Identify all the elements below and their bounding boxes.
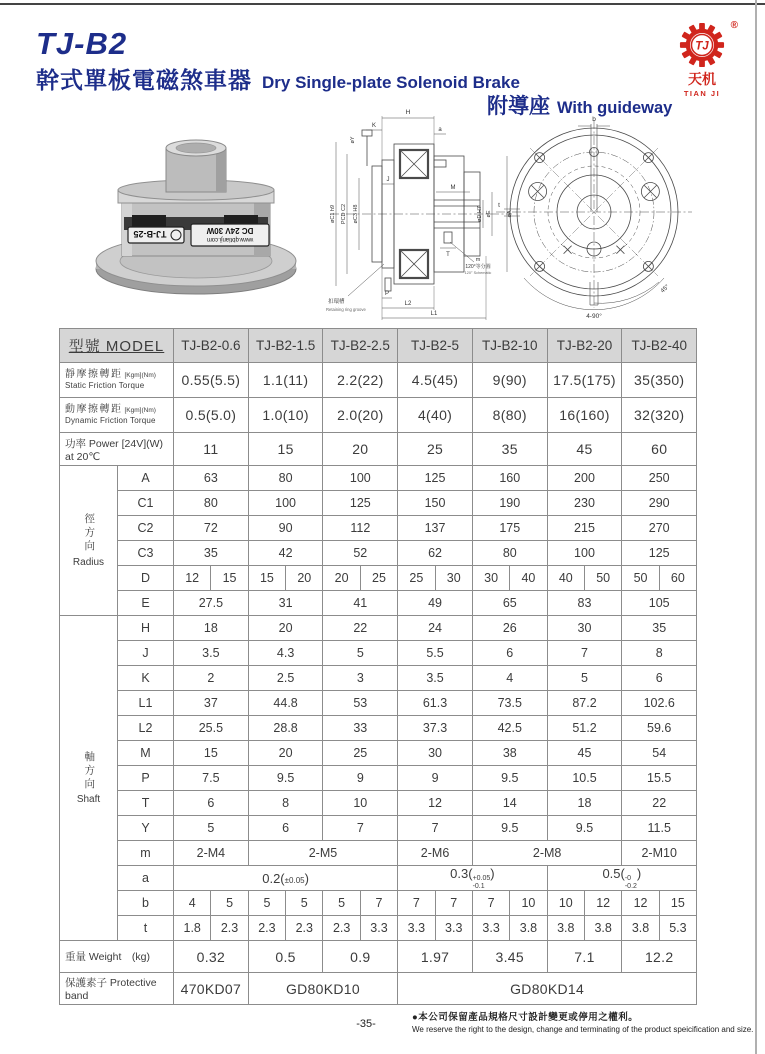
value-cell: 25.5 [174,716,249,741]
dimension-letter-cell: D [118,566,174,591]
value-cell: 2.0(20) [323,398,398,433]
subtitle [36,62,520,95]
row-label-cell: 動摩擦轉距 [Kgm](Nm) Dynamic Friction Torque [60,398,174,433]
page-title: TJ-B2 [36,26,128,61]
value-cell: 12 [174,566,211,591]
value-cell: 44.8 [248,691,323,716]
dimension-letter-cell: a [118,866,174,891]
value-cell: 5 [211,891,248,916]
svg-text:øD H7: øD H7 [477,206,483,222]
value-cell: 15.5 [622,766,697,791]
value-cell: 63 [174,466,249,491]
value-cell: 3.3 [472,916,509,941]
svg-text:4-90°: 4-90° [586,313,602,320]
value-cell: 125 [323,491,398,516]
value-cell: 2-M10 [622,841,697,866]
value-cell: 30 [472,566,509,591]
value-cell: 0.55(5.5) [174,363,249,398]
value-cell: 9(90) [472,363,547,398]
value-cell: 16(160) [547,398,622,433]
svg-text:120° Schematic: 120° Schematic [464,271,492,275]
value-cell: 5 [323,641,398,666]
spec-table [59,328,697,1005]
value-cell: 470KD07 [174,973,249,1005]
page-right-edge [755,0,757,1054]
model-name-cell: TJ-B2-2.5 [323,329,398,363]
value-cell: 0.9 [323,941,398,973]
value-cell: 25 [398,433,473,466]
svg-text:M: M [450,185,456,191]
value-cell: 3.8 [622,916,659,941]
value-cell: 200 [547,466,622,491]
value-cell: 12.2 [622,941,697,973]
value-cell: 4(40) [398,398,473,433]
value-cell: 8(80) [472,398,547,433]
row-label-cell: 保護素子 Protective band [60,973,174,1005]
value-cell: 2.3 [286,916,323,941]
value-cell: 7.1 [547,941,622,973]
value-cell: 15 [174,741,249,766]
value-cell: 41 [323,591,398,616]
value-cell: 35(350) [622,363,697,398]
model-name-cell: TJ-B2-5 [398,329,473,363]
svg-text:PCD C2: PCD C2 [341,203,347,225]
value-cell: 112 [323,516,398,541]
value-cell: 1.0(10) [248,398,323,433]
dimension-letter-cell: t [118,916,174,941]
value-cell: 22 [622,791,697,816]
value-cell: 20 [286,566,323,591]
value-cell: 38 [472,741,547,766]
value-cell: 80 [174,491,249,516]
footer-note-en: We reserve the right to the design, change and terminating of the product speicification and size. [412,1025,754,1034]
brand-name-cn: 天机 [688,73,716,88]
value-cell: 40 [547,566,584,591]
guideway-label-cn: 附導座 [487,95,550,118]
value-cell: 18 [547,791,622,816]
value-cell: 137 [398,516,473,541]
value-cell: 8 [622,641,697,666]
value-cell: 5 [323,891,360,916]
dimension-letter-cell: L1 [118,691,174,716]
value-cell: 5 [174,816,249,841]
svg-text:DC 24V 30W: DC 24V 30W [206,226,254,235]
svg-text:P: P [384,291,390,297]
value-cell: 9.5 [248,766,323,791]
value-cell: 4.5(45) [398,363,473,398]
value-cell: 3.3 [398,916,435,941]
value-cell: 3 [323,666,398,691]
value-cell: 2.5 [248,666,323,691]
dimension-letter-cell: m [118,841,174,866]
value-cell: 32(320) [622,398,697,433]
svg-text:J: J [386,177,390,183]
value-cell: GD80KD10 [248,973,397,1005]
value-cell: 15 [659,891,696,916]
front-view-drawing [490,112,698,326]
value-cell: 215 [547,516,622,541]
value-cell: 12 [398,791,473,816]
value-cell: 53 [323,691,398,716]
value-cell: 4.3 [248,641,323,666]
value-cell: 125 [398,466,473,491]
dimension-letter-cell: L2 [118,716,174,741]
value-cell: 72 [174,516,249,541]
value-cell: 2.2(22) [323,363,398,398]
value-cell: 83 [547,591,622,616]
value-cell: 18 [174,616,249,641]
value-cell: 22 [323,616,398,641]
svg-text:K: K [371,123,377,129]
svg-text:扣環槽: 扣環槽 [328,299,345,305]
value-cell: 0.32 [174,941,249,973]
value-cell: 40 [510,566,547,591]
group-label-cell: 軸方向 Shaft [60,616,118,941]
value-cell: 45 [547,433,622,466]
value-cell: 35 [622,616,697,641]
value-cell: 9 [398,766,473,791]
value-cell: 28.8 [248,716,323,741]
spec-table-body [60,329,697,1005]
value-cell: 26 [472,616,547,641]
value-cell: 125 [622,541,697,566]
value-cell: 0.5(5.0) [174,398,249,433]
value-cell: 50 [584,566,621,591]
value-cell: 9.5 [472,766,547,791]
value-cell: 30 [547,616,622,641]
dimension-letter-cell: P [118,766,174,791]
model-header-cell: 型號 MODEL [60,329,174,363]
model-name-cell: TJ-B2-10 [472,329,547,363]
value-cell: 60 [622,433,697,466]
subtitle-en: Dry Single-plate Solenoid Brake [262,73,520,92]
dimension-letter-cell: b [118,891,174,916]
value-cell: 20 [248,616,323,641]
value-cell: 5.5 [398,641,473,666]
value-cell: 2 [174,666,249,691]
dimension-letter-cell: H [118,616,174,641]
value-cell: 9 [323,766,398,791]
value-cell: 20 [323,433,398,466]
value-cell: 3.8 [510,916,547,941]
value-cell: 3.45 [472,941,547,973]
guideway-label-en: With guideway [557,99,673,117]
row-label-cell: 功率 Power [24V](W) at 20℃ [60,433,174,466]
svg-text:øC3 H8: øC3 H8 [353,204,359,224]
value-cell: 87.2 [547,691,622,716]
value-cell: 25 [398,566,435,591]
page-top-edge [0,3,765,5]
value-cell: 45 [547,741,622,766]
value-cell: 290 [622,491,697,516]
value-cell: 25 [360,566,397,591]
value-cell: 3.5 [398,666,473,691]
value-cell: 30 [398,741,473,766]
value-cell: 2.3 [248,916,285,941]
value-cell: 7.5 [174,766,249,791]
dimension-letter-cell: M [118,741,174,766]
value-cell: 6 [622,666,697,691]
value-cell: 2-M4 [174,841,249,866]
value-cell: 2-M6 [398,841,473,866]
value-cell: 50 [622,566,659,591]
value-cell: 65 [472,591,547,616]
value-cell: 4 [472,666,547,691]
model-name-cell: TJ-B2-40 [622,329,697,363]
value-cell: 24 [398,616,473,641]
brand-logo [664,22,740,98]
value-cell: 0.5 [248,941,323,973]
value-cell: 37.3 [398,716,473,741]
value-cell: 10 [547,891,584,916]
row-label-cell: 靜摩擦轉距 [Kgm](Nm) Static Friction Torque [60,363,174,398]
photo-model-label [128,227,184,243]
value-cell: 100 [323,466,398,491]
value-cell: 25 [323,741,398,766]
photo-spec-label [191,224,269,246]
value-cell: 7 [547,641,622,666]
value-cell: 2.3 [211,916,248,941]
value-cell: 15 [248,433,323,466]
tolerance-cell: 0.2(±0.05) [174,866,398,891]
brand-name-en: TIAN JI [683,89,721,98]
svg-text:H: H [405,109,411,116]
svg-text:t: t [498,202,500,209]
dimension-letter-cell: T [118,791,174,816]
tolerance-cell: 0.3( +0.05 -0.1 ) [398,866,547,891]
svg-text:b: b [592,116,596,123]
value-cell: 20 [323,566,360,591]
value-cell: 1.8 [174,916,211,941]
value-cell: 12 [622,891,659,916]
value-cell: 1.1(11) [248,363,323,398]
value-cell: 5 [248,891,285,916]
value-cell: 30 [435,566,472,591]
svg-text:45°: 45° [659,283,671,295]
value-cell: 1.97 [398,941,473,973]
svg-text:øA: øA [507,210,513,218]
value-cell: 35 [174,541,249,566]
registered-mark: ® [730,20,738,31]
value-cell: 9.5 [547,816,622,841]
page-number: -35- [356,1018,376,1030]
value-cell: 3.8 [547,916,584,941]
tolerance-cell: 0.5( -0 -0.2 ) [547,866,696,891]
svg-text:m: m [475,257,481,263]
value-cell: 27.5 [174,591,249,616]
value-cell: 62 [398,541,473,566]
value-cell: 31 [248,591,323,616]
value-cell: 3.8 [584,916,621,941]
svg-text:øE: øE [486,210,492,218]
value-cell: 60 [659,566,696,591]
svg-text:www.qbtianji.com: www.qbtianji.com [206,236,254,242]
value-cell: 2-M8 [472,841,621,866]
value-cell: 17.5(175) [547,363,622,398]
value-cell: 9.5 [472,816,547,841]
value-cell: 6 [472,641,547,666]
value-cell: 73.5 [472,691,547,716]
value-cell: 160 [472,466,547,491]
value-cell: 2.3 [323,916,360,941]
value-cell: 3.5 [174,641,249,666]
value-cell: 7 [398,891,435,916]
value-cell: 230 [547,491,622,516]
value-cell: 80 [472,541,547,566]
value-cell: 10 [323,791,398,816]
value-cell: 7 [323,816,398,841]
value-cell: 5 [286,891,323,916]
value-cell: 54 [622,741,697,766]
value-cell: 12 [584,891,621,916]
model-name-cell: TJ-B2-0.6 [174,329,249,363]
svg-text:T: T [446,252,450,258]
value-cell: 270 [622,516,697,541]
value-cell: 11 [174,433,249,466]
value-cell: 190 [472,491,547,516]
value-cell: 80 [248,466,323,491]
footer-note-cn: ●本公司保留產品規格尺寸設計變更或停用之權利。 [412,1012,639,1023]
dimension-letter-cell: E [118,591,174,616]
value-cell: 15 [211,566,248,591]
svg-text:a: a [438,127,442,133]
value-cell: 2-M5 [248,841,397,866]
svg-text:L2: L2 [404,301,412,307]
value-cell: 10.5 [547,766,622,791]
value-cell: 51.2 [547,716,622,741]
footer-note [412,1009,753,1034]
section-drawing [326,102,516,324]
value-cell: 42 [248,541,323,566]
value-cell: 35 [472,433,547,466]
dimension-letter-cell: C2 [118,516,174,541]
dimension-letter-cell: A [118,466,174,491]
svg-text:øC1 h9: øC1 h9 [330,204,336,224]
dimension-letter-cell: K [118,666,174,691]
svg-text:Retaining ring groove: Retaining ring groove [326,307,366,312]
value-cell: 100 [547,541,622,566]
value-cell: 105 [622,591,697,616]
svg-text:TJ: TJ [695,40,709,53]
svg-text:L1: L1 [430,311,438,317]
value-cell: 150 [398,491,473,516]
value-cell: 59.6 [622,716,697,741]
row-label-cell: 重量 Weight (kg) [60,941,174,973]
value-cell: 6 [174,791,249,816]
svg-text:øY: øY [350,136,356,144]
value-cell: 5 [547,666,622,691]
value-cell: 15 [248,566,285,591]
value-cell: 5.3 [659,916,696,941]
value-cell: 3.3 [435,916,472,941]
svg-text:TJ-B-25: TJ-B-25 [133,229,167,239]
value-cell: 33 [323,716,398,741]
value-cell: 7 [472,891,509,916]
value-cell: GD80KD14 [398,973,697,1005]
value-cell: 11.5 [622,816,697,841]
value-cell: 7 [435,891,472,916]
dimension-letter-cell: C3 [118,541,174,566]
dimension-letter-cell: J [118,641,174,666]
value-cell: 90 [248,516,323,541]
value-cell: 6 [248,816,323,841]
dimension-letter-cell: Y [118,816,174,841]
value-cell: 175 [472,516,547,541]
model-name-cell: TJ-B2-1.5 [248,329,323,363]
value-cell: 7 [398,816,473,841]
svg-text:120°等分圓: 120°等分圓 [465,264,491,270]
value-cell: 20 [248,741,323,766]
value-cell: 100 [248,491,323,516]
product-photo [84,118,308,306]
value-cell: 14 [472,791,547,816]
value-cell: 7 [360,891,397,916]
value-cell: 49 [398,591,473,616]
value-cell: 42.5 [472,716,547,741]
value-cell: 10 [510,891,547,916]
value-cell: 52 [323,541,398,566]
group-label-cell: 徑方向 Radius [60,466,118,616]
dimension-letter-cell: C1 [118,491,174,516]
value-cell: 3.3 [360,916,397,941]
tj-gear-logo-icon [679,22,725,68]
value-cell: 8 [248,791,323,816]
value-cell: 250 [622,466,697,491]
value-cell: 4 [174,891,211,916]
model-name-cell: TJ-B2-20 [547,329,622,363]
value-cell: 61.3 [398,691,473,716]
value-cell: 102.6 [622,691,697,716]
value-cell: 37 [174,691,249,716]
subtitle-cn: 幹式單板電磁煞車器 [36,67,252,93]
